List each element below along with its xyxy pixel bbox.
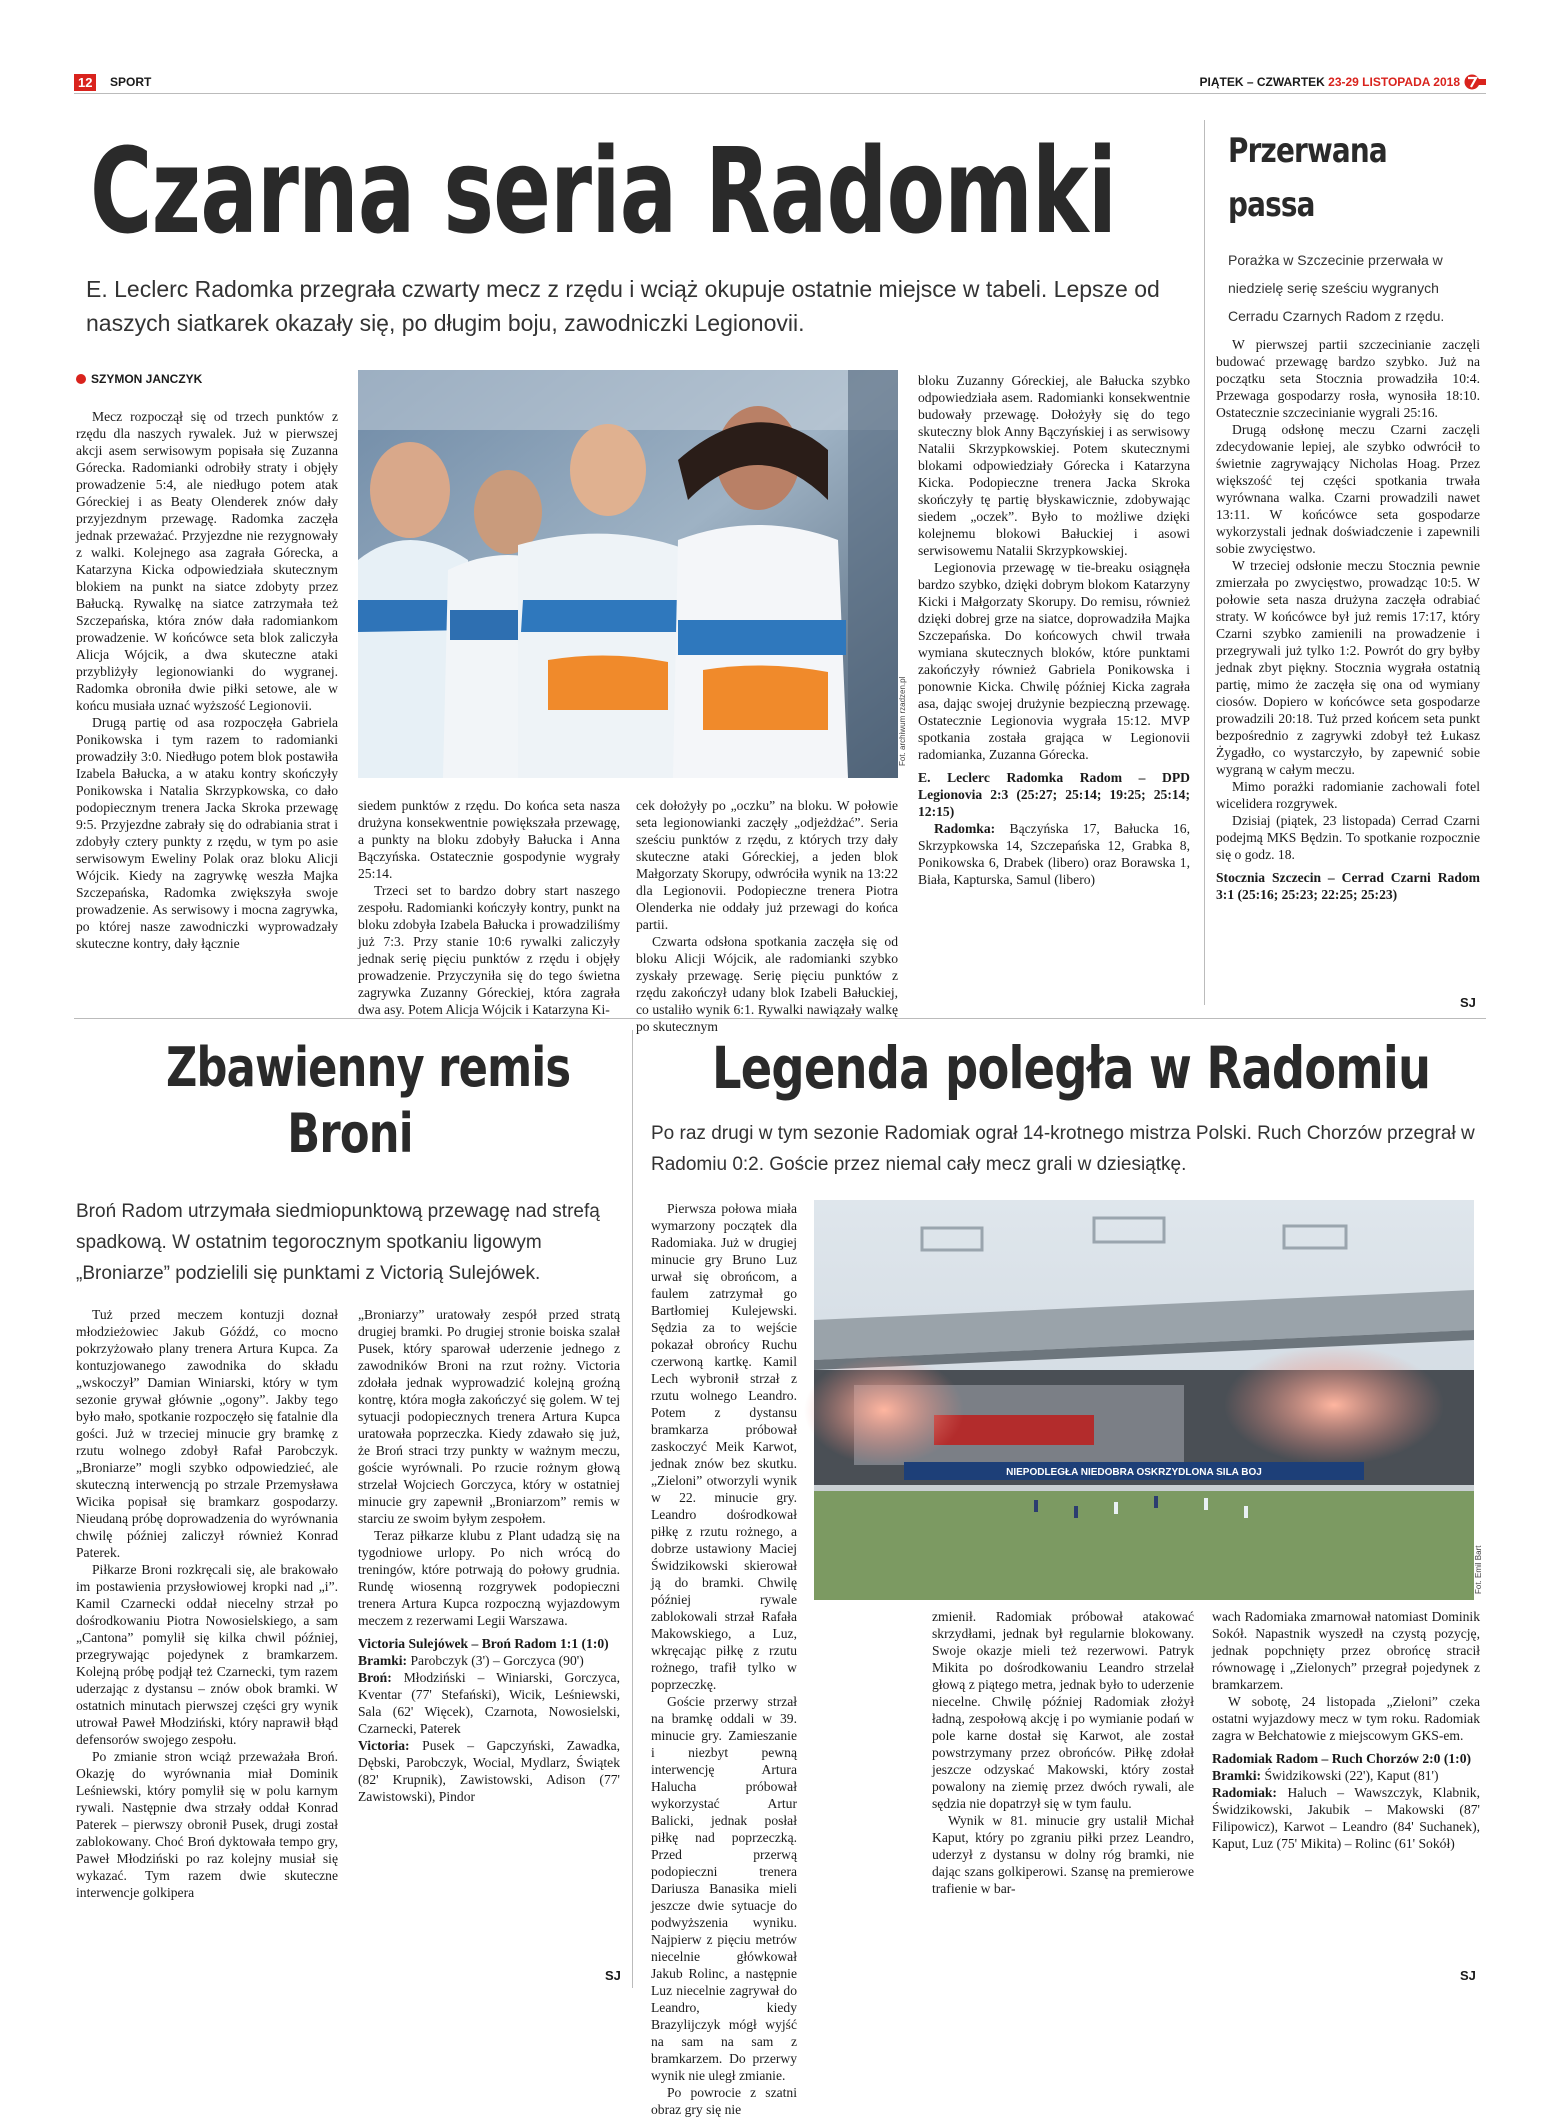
article2-headline (120, 1035, 580, 1167)
paragraph: Trzeci set to bardzo dobry start naszego zespołu. Radomianki kończyły kontry, punkt na bloku zdobyła Izabela Bałucka i prowadziliśmy już 7:3. Przy stanie 10:6 rywalki zaliczyły jednak serię pięciu punktów z rzędu i objęły prowadzenie. Przyczyniła się do tego świetna zagrywka Zuzanny Góreckiej, która zagrała dwa asy. Potem Alicja Wójcik i Katarzyna Ki- (358, 883, 620, 1017)
article1-column-3 (636, 797, 898, 1035)
7-dni-logo-icon (1464, 74, 1486, 90)
section-divider (74, 1018, 1486, 1019)
goals-list: Świdzikowski (22'), Kaput (81') (1261, 1768, 1439, 1783)
paragraph: Wynik w 81. minucie gry ustalił Michał Kaput, który po zgraniu piłki przez Leandro, uderzył z dystansu w dolny róg bramki, nie dając szans golkiperowi. Szansę na premierowe trafienie w bar- (932, 1813, 1194, 1896)
article3-signature: SJ (1460, 1968, 1476, 1983)
article1-column-1 (76, 408, 338, 952)
paragraph: Dzisiaj (piątek, 23 listopada) Cerrad Czarni podejmą MKS Będzin. To spotkanie rozpocznie się o godz. 18. (1216, 813, 1480, 862)
lineup-names: Młodziński – Winiarski, Gorczyca, Kventar (77' Stefański), Wicik, Leśniewski, Sala (62' Więcek), Czarnota, Nowosielski, Czarnecki, Paterek (358, 1670, 620, 1736)
lineup-names: Pusek – Gapczyński, Zawadka, Dębski, Parobczyk, Wocial, Mydlarz, Świątek (82' Krupnik), Zawistowski, Adison (77' Zawistowski), Pindor (358, 1738, 620, 1804)
side-article-body (1216, 336, 1480, 903)
goals-list: Parobczyk (3') – Gorczyca (90') (407, 1653, 584, 1668)
article2-signature: SJ (605, 1968, 621, 1983)
paragraph: cek dołożyły po „oczku” na bloku. W połowie seta legionowianki zaczęły „odjeżdżać”. Seria sześciu punktów z rzędu, z których trzy dały skuteczne ataki Góreckiej, a jeden blok Małgorzaty Skorupy, odwróciła wynik na 13:22 dla Legionovii. Podopieczne trenera Piotra Olenderka nie oddały już przewagi do końca partii. (636, 798, 898, 932)
goals-label: Bramki: (358, 1653, 408, 1668)
article3-column-1 (651, 1200, 797, 2118)
side-headline-line-2: passa (1228, 185, 1315, 225)
match-result: Stocznia Szczecin – Cerrad Czarni Radom 3:1 (25:16; 25:23; 22:25; 25:23) (1216, 870, 1480, 902)
paragraph: bloku Zuzanny Góreckiej, ale Bałucka szybko odpowiedziała asem. Radomianki konsekwentnie budowały przewagę. Dołożyły się do tego skuteczny blok Anny Bączyńskiej i as serwisowy Natalii Skrzypkowskiej. Potem skutecznymi blokami odpowiedziały Górecka i Katarzyna Kicka. Podopieczne trenera Jacka Skroka skończyły tę partię błyskawicznie, zdobywając siedem „oczek”. Było to możliwe dzięki kolejnemu blokowi Bałuckiej i asowi serwisowemu Natalii Skrzypkowskiej. (918, 373, 1190, 558)
paragraph: W pierwszej partii szczecinianie zaczęli budować przewagę bardzo szybko. Już na początku seta Stocznia prowadziła 10:4. Przewaga gospodarzy rosła, wynosiła 18:10. Ostatecznie szczecinianie wygrali 25:16. (1216, 337, 1480, 420)
article3-lede: Po raz drugi w tym sezonie Radomiak ograł 14-krotnego mistrza Polski. Ruch Chorzów przegrał w Radomiu 0:2. Goście przez niemal cały mecz grali w dziesiątkę. (651, 1123, 1475, 1175)
stadium-banner-text: NIEPODLEGŁA NIEDOBRA OSKRZYDLONA SILA BOJ (1006, 1467, 1262, 1478)
paragraph: Mimo porażki radomianie zachowali fotel wicelidera rozgrywek. (1216, 779, 1480, 811)
paragraph: Czwarta odsłona spotkania zaczęła się od bloku Alicji Wójcik, ale radomianki szybko zyskały przewagę. Serię pięciu punktów z rzędu zakończył udany blok Izabeli Bałuckiej, co ustaliło wynik 6:1. Rywalki nawiązały walkę po skutecznym (636, 934, 898, 1034)
match-result: Radomiak Radom – Ruch Chorzów 2:0 (1:0) (1212, 1751, 1472, 1766)
stadium-photo (814, 1200, 1474, 1600)
page-header (74, 74, 1486, 94)
paragraph: Legionovia przewagę w tie-breaku osiągnęła bardzo szybko, dzięki dobrym blokom Katarzyny Kicki i Małgorzaty Skorupy. Do remisu, również dzięki dobrej grze na siatce, doprowadziła Majka Szczepańska. Do końcowych chwil trwała wymiana skutecznych bloków, które punktami zakończyły również Gabriela Ponikowska i ponownie Kicka. Chwilę później Kicka zagrała asa, dając swojej drużynie bezpieczną przewagę. Ostatecznie Legionovia wygrała 15:12. MVP spotkania została grająca w Legionovii radomianka, Zuzanna Górecka. (918, 560, 1190, 762)
author-name: SZYMON JANCZYK (91, 372, 203, 386)
article2-column-1 (76, 1306, 338, 1901)
lineup-team-label: Radomiak: (1212, 1785, 1277, 1800)
team-lineup (358, 1669, 620, 1737)
article2-headline-line-1: Zbawienny remis (166, 1036, 571, 1099)
paragraph: Mecz rozpoczął się od trzech punktów z rzędu dla naszych rywalek. Już w pierwszej akcji asem serwisowym popisała się Zuzanna Górecka. Radomianki odrobiły straty i objęły prowadzenie 5:4, ale niedługo potem atak Góreckiej i as Beaty Olenderek znów dały przyjezdnym przewagę. Radomka zaczęła jednak przeważać. Przyjezdne nie rezygnowały z walki. Kolejnego asa zagrała Górecka, a Katarzyna Kicka odpowiedziała skutecznym blokiem na punkt na siatce zdobyty przez Bałucką. Rywalkę na siatce zatrzymała też Szczepańska, która znów dała radomiankom prowadzenie. W końcówce seta blok zaliczyła Alicja Wójcik, a dwa skuteczne ataki przybliżyły legionowianki do wygranej. Radomka obroniła dwie piłki setowe, ale w końcu musiała uznać wyższość Legionovii. (76, 409, 338, 713)
article1-headline: Czarna seria Radomki (90, 122, 1117, 260)
goals-label: Bramki: (1212, 1768, 1262, 1783)
side-article-headline (1228, 124, 1387, 232)
side-article-lede: Porażka w Szczecinie przerwała w niedzielę serię sześciu wygranych Cerradu Czarnych Radom z rzędu. (1228, 252, 1445, 324)
paragraph: Teraz piłkarze klubu z Plant udadzą się na tygodniowe urlopy. Po nich wrócą do treningów, które potrwają do połowy grudnia. Rundę wiosenną rozgrywek podopieczni trenera Artura Kupca rozpoczną wyjazdowym meczem z rezerwami Legii Warszawa. (358, 1528, 620, 1628)
volleyball-players-image (358, 370, 898, 778)
article2-lede: Broń Radom utrzymała siedmiopunktową przewagę nad strefą spadkową. W ostatnim tegorocznym spotkaniu ligowym „Broniarze” podzielili się punktami z Victorią Sulejówek. (76, 1201, 600, 1284)
section-label: SPORT (110, 75, 152, 89)
paragraph: Tuż przed meczem kontuzji doznał młodzieżowiec Jakub Góźdź, co mocno pokrzyżowało plany trenera Artura Kupca. Za kontuzjowanego zawodnika do składu „wskoczył” Damian Winiarski, który w tym sezonie grywał głównie „ogony”. Jakby tego było mało, spotkanie rozpoczęło się fatalnie dla gości. Już w trzeciej minucie gry bramkę z rzutu wolnego zdobył Rafał Parobczyk. „Broniarze” mogli szybko odpowiedzieć, ale skuteczną interwencją po strzale Przemysława Wicika popisał się bramkarz gospodarzy. Nieudaną próbę doprowadzenia do wyrównania chwilę później zaliczył również Konrad Paterek. (76, 1307, 338, 1560)
paragraph: Goście przerwy strzał na bramkę oddali w 39. minucie gry. Zamieszanie i niezbyt pewną interwencję Artura Halucha próbował wykorzystać Artur Balicki, jednak posłał piłkę nad poprzeczką. Przed przerwą podopieczni trenera Dariusza Banasika mieli jeszcze dwie sytuacje do podwyższenia wyniku. Najpierw z pięciu metrów niecelnie główkował Jakub Rolinc, a następnie Luz niecelnie zagrywał do Leandro, kiedy Brazylijczyk mógł wyjść na sam na sam z bramkarzem. Do przerwy wynik nie uległ zmianie. (651, 1694, 797, 2083)
paragraph: „Broniarzy” uratowały zespół przed stratą drugiej bramki. Po drugiej stronie boiska szalał Pusek, który sparował uderzenie jednego z zawodników Broni na rzut rożny. Victoria zdołała jednak wyprowadzić kolejną groźną kontrę, która mogła zakończyć się golem. W tej sytuacji podopiecznych trenera Artura Kupca uratowała poprzeczka. Kiedy zdawało się już, że Broń straci trzy punkty w ważnym meczu, goście wyrównali. Po rzucie rożnym głową strzelał Wojciech Gorczyca, który w ostatniej minucie gry zapewnił „Broniarzom” remis w starciu ze swoim byłym zespołem. (358, 1307, 620, 1526)
column-divider (632, 1030, 633, 1988)
paragraph: Drugą odsłonę meczu Czarni zaczęli zdecydowanie lepiej, ale szybko odwrócił to świetnie zagrywający Nicholas Hoag. Przez większość tej części spotkania trwała wyrównana walka. Czarni prowadzili nawet 13:11. W końcówce seta gospodarze wykorzystali jednak doświadczenie i zapewnili sobie zwycięstwo. (1216, 422, 1480, 556)
paragraph: W sobotę, 24 listopada „Zieloni” czeka ostatni wyjazdowy mecz w tym roku. Radomiak zagra w Bełchatowie z miejscowym GKS-em. (1212, 1694, 1480, 1743)
article1-byline (76, 372, 202, 386)
paragraph: W trzeciej odsłonie meczu Stocznia pewnie zmierzała po zwycięstwo, prowadząc 10:5. W połowie seta nasza drużyna zaczęła odrabiać straty. W końcówce był już remis 17:17, który Czarni szybko zamienili na prowadzenie i przegrywali już tylko 1:2. Powrót do gry byłby jednak zbyt piękny. Stocznia wygrała ostatnią partię, mimo że zaczęła się ona od wymiany ciosów. Dopiero w końcówce seta gospodarze prowadzili 20:18. Tuż przed końcem seta punkt bezpośrednio z zagrywki zdobył też Łukasz Żygadło, co wystarczyło, by zapewnić sobie wygraną w całym meczu. (1216, 558, 1480, 777)
paragraph: Piłkarze Broni rozkręcali się, ale brakowało im postawienia przysłowiowej kropki nad „i”. Kamil Czarnecki oddał niecelny strzał po dośrodkowaniu Piotra Nowosielskiego, a sam „Cantona” pomylił się kilka chwil później, przegrywając pojedynek z bramkarzem. Kolejną próbę podjął też Czarnecki, tym razem uderzając z dystansu – znów obok bramki. W ostatnich minutach pierwszej części gry wynik utrował Paweł Młodziński, który naprawił błąd defensorów swojego zespołu. (76, 1562, 338, 1747)
paragraph: zmienił. Radomiak próbował atakować skrzydłami, jednak był regularnie blokowany. Swoje okazje mieli też rezerwowi. Patryk Mikita po dośrodkowaniu Leandro strzelał głową z piątego metra, jednak było to uderzenie niecelne. Chwilę później Radomiak złożył ładną, zespołową akcję i po wymianie podań w pole karne dostał się Karwot, ale został powstrzymany przez obrońców. Piłkę zdołał jeszcze odzyskać Makowski, który został powalony na ziemię przez dwóch rywali, ale sędzia nie dopatrzył się w tym faulu. (932, 1609, 1194, 1811)
article2-headline-line-2: Broni (287, 1102, 413, 1165)
paragraph: siedem punktów z rzędu. Do końca seta nasza drużyna konsekwentnie powiększała przewagę, a punkty na bloku zdobyły Bałucka i Anna Bączyńska. Ostatecznie gospodynie wygrały 25:14. (358, 798, 620, 881)
side-headline-line-1: Przerwana (1228, 131, 1387, 171)
photo-credit: Fot. Emil Bart (1474, 1545, 1483, 1594)
match-result: E. Leclerc Radomka Radom – DPD Legionovia 2:3 (25:27; 25:14; 19:25; 25:14; 12:15) (918, 770, 1190, 819)
article1-column-2 (358, 797, 620, 1018)
paragraph: wach Radomiaka zmarnował natomiast Dominik Sokół. Napastnik wyszedł na czystą pozycję, jednak popchnięty przez obrońcę stracił równowagę i „Zielonych” przegrał pojedynek z bramkarzem. (1212, 1609, 1480, 1692)
issue-date (1199, 75, 1460, 89)
goal-scorers (1212, 1767, 1480, 1784)
article3-column-3 (1212, 1608, 1480, 1852)
lineup-names: Haluch – Wawszczyk, Klabnik, Świdzikowski, Jakubik – Makowski (87' Filipowicz), Karwot – Leandro (84' Suchanek), Kaput, Luz (75' Mikita) – Rolinc (61' Sokół) (1212, 1785, 1480, 1851)
paragraph: Po powrocie z szatni obraz gry się nie (651, 2085, 797, 2117)
issue-date-range: 23-29 LISTOPADA 2018 (1328, 75, 1460, 89)
article3-column-2 (932, 1608, 1194, 1897)
paragraph: Drugą partię od asa rozpoczęła Gabriela Ponikowska i tym razem to radomianki prowadziły 3:0. Niedługo potem blok postawiła Izabela Bałucka, a w ataku kontry skończyły Ponikowska i Natalia Skrzypkowska, co dało podopiecznym trenera Jacka Skroka przewagę 9:5. Przyjezdne zabrały się do odrabiania strat i zdobyły cztery punkty z rzędu, w tym po asie serwisowym Eweliny Polak oraz bloku Alicji Wójcik. Kiedy na zagrywkę weszła Majka Szczepańska, Radomka zwiększyła swoje prowadzenie. As serwisowy i mocna zagrywka, po której nasze zawodniczki wyprowadzały skuteczne kontry, dały łącznie (76, 715, 338, 951)
photo-credit: Fot. archiwum rzadzen.pl (898, 676, 907, 766)
article1-column-4 (918, 372, 1190, 888)
match-result: Victoria Sulejówek – Broń Radom 1:1 (1:0) (358, 1636, 609, 1651)
goal-scorers (358, 1652, 620, 1669)
team-lineup (1212, 1784, 1480, 1852)
byline-dot-icon (76, 374, 86, 384)
team-lineup (918, 820, 1190, 888)
paragraph: Po zmianie stron wciąż przeważała Broń. Okazję do wyrównania miał Dominik Leśniewski, który pomylił się w polu karnym rywali. Następnie dwa strzały oddał Konrad Paterek – pierwszy obronił Pusek, drugi został zablokowany. Choć Broń dyktowała tempo gry, Paweł Młodziński po raz kolejny musiał się wykazać. Tym razem dwie skuteczne interwencje golkipera (76, 1749, 338, 1900)
article2-column-2 (358, 1306, 620, 1805)
lineup-team-label: Radomka: (934, 821, 996, 836)
stadium-crowd-image (814, 1200, 1474, 1600)
team-lineup (358, 1737, 620, 1805)
article1-lede: E. Leclerc Radomka przegrała czwarty mecz z rzędu i wciąż okupuje ostatnie miejsce w tabeli. Lepsze od naszych siatkarek okazały się, po długim boju, zawodniczki Legionovii. (86, 276, 1160, 336)
side-article-signature: SJ (1460, 995, 1476, 1010)
paragraph: Pierwsza połowa miała wymarzony początek dla Radomiaka. Już w drugiej minucie gry Bruno Luz urwał się obrońcom, a faulem zatrzymał go Bartłomiej Kulejewski. Sędzia za to wejście pokazał obrońcy Ruchu czerwoną kartkę. Kamil Lech wybronił strzał z rzutu wolnego Leandro. Potem z dystansu bramkarza próbował zaskoczyć Meik Karwot, jednak znów bez skutku. „Zieloni” otworzyli wynik w 22. minucie gry. Leandro dośrodkował piłkę z rzutu rożnego, a dobrze ustawiony Maciej Świdzikowski skierował ją do bramki. Chwilę później rywale zablokowali strzał Rafała Makowskiego, a Luz, wkręcając piłkę z rzutu rożnego, trafił tylko w poprzeczkę. (651, 1201, 797, 1692)
lineup-names: Bączyńska 17, Bałucka 16, Skrzypkowska 14, Szczepańska 12, Grabka 8, Ponikowska 6, Drabek (libero) oraz Borawska 1, Biała, Kapturska, Samul (libero) (918, 821, 1190, 887)
column-divider (1204, 120, 1205, 1005)
lineup-team-label: Victoria: (358, 1738, 410, 1753)
lineup-team-label: Broń: (358, 1670, 392, 1685)
article3-headline: Legenda poległa w Radomiu (712, 1034, 1431, 1102)
issue-date-prefix: PIĄTEK – CZWARTEK (1199, 75, 1329, 89)
page-number: 12 (74, 74, 96, 91)
volleyball-team-photo (358, 370, 898, 778)
